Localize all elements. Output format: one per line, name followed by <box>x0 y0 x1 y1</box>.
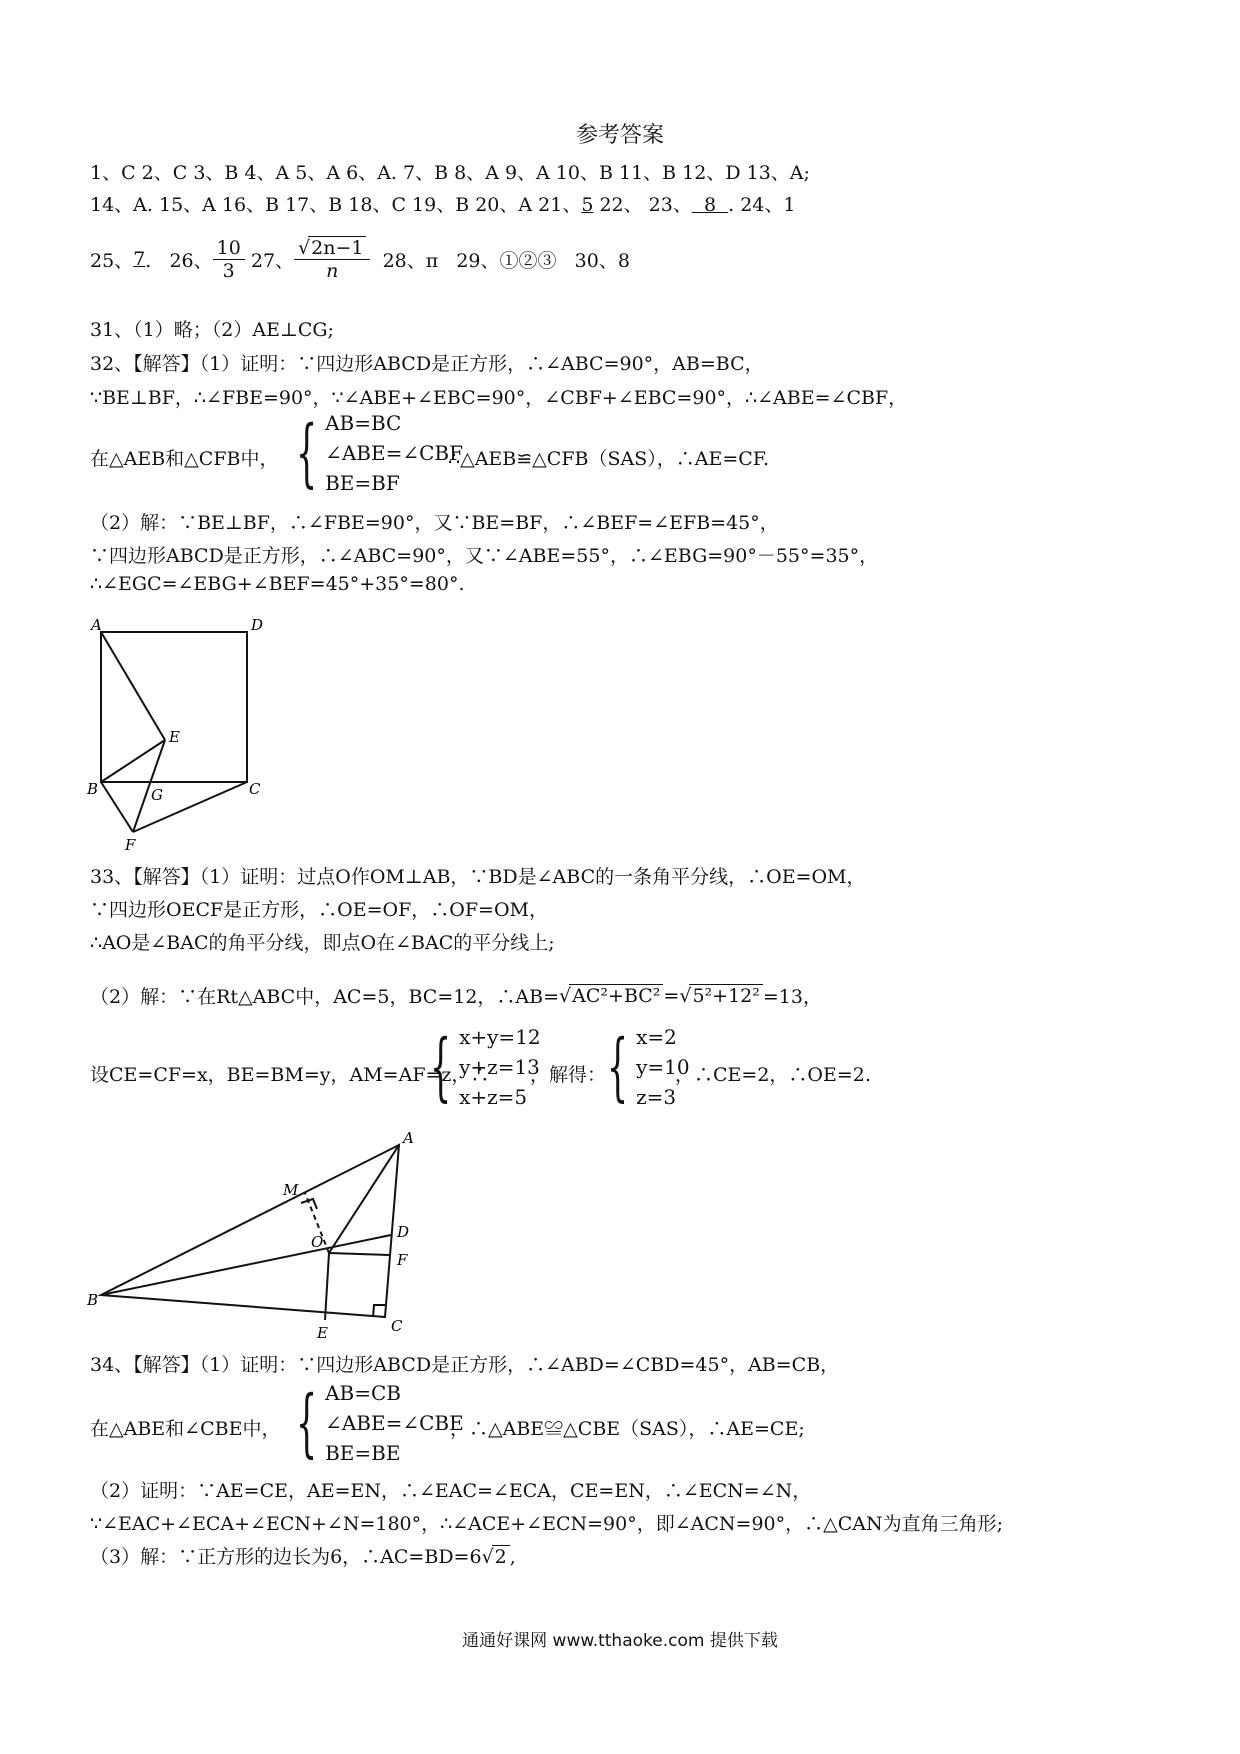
fraction-numerator: 10 <box>213 237 245 260</box>
answer-25-value: 7 <box>133 248 146 270</box>
label-o: O <box>311 1233 324 1251</box>
q34-line-3: （2）证明：∵AE=CE，AE=EN，∴∠EAC=∠ECA，CE=EN，∴∠ECN=∠N， <box>90 1480 812 1502</box>
label-a: A <box>403 1129 414 1147</box>
brace-symbol: { <box>430 1024 452 1110</box>
label-e: E <box>317 1324 328 1340</box>
q31-answer: 31、（1）略；（2）AE⊥CG; <box>90 319 334 341</box>
q33-line-4-result: =13， <box>762 986 822 1008</box>
segment-oe <box>325 1253 329 1320</box>
brace-symbol: { <box>296 1380 318 1466</box>
q34-line-5 <box>90 1542 516 1569</box>
q33-conclusion: ，∴CE=2，∴OE=2. <box>675 1064 871 1086</box>
q33-line-3: ∴AO是∠BAC的角平分线，即点O在∠BAC的平分线上; <box>90 932 555 954</box>
system-row: AB=CB <box>325 1381 401 1405</box>
q34-system-prefix: 在△ABE和∠CBE中， <box>90 1418 281 1440</box>
sqrt-expression: √2 <box>482 1546 510 1568</box>
system-row: x+y=12 <box>459 1025 541 1049</box>
page-footer: 通通好课网 www.tthaoke.com 提供下载 <box>462 1631 778 1651</box>
q34-system-conclusion: ，∴△ABE≌△CBE（SAS），∴AE=CE; <box>450 1418 805 1440</box>
right-angle-mark-c <box>373 1305 386 1317</box>
equals-sign: = <box>663 984 680 1007</box>
q34-equation-system <box>296 1378 464 1468</box>
brace-symbol: { <box>296 410 318 496</box>
page-title: 参考答案 <box>575 123 664 148</box>
sqrt-expression: √AC²+BC² <box>559 984 663 1007</box>
label-c: C <box>391 1317 403 1335</box>
label-d: D <box>251 616 264 634</box>
answers-row-2-part: 22、 23、 <box>593 194 692 216</box>
q33-line-4 <box>90 982 822 1009</box>
answers-row-3 <box>90 236 630 282</box>
segment-be <box>101 740 165 782</box>
triangle-abc-outline <box>101 1145 399 1317</box>
q32-line-1: 32、【解答】（1）证明：∵四边形ABCD是正方形，∴∠ABC=90°，AB=BC， <box>90 353 764 375</box>
system-row: y+z=13 <box>459 1055 540 1079</box>
answer-23-blank: 8 <box>691 194 729 216</box>
label-b: B <box>87 780 99 798</box>
q32-system-prefix: 在△AEB和△CFB中， <box>90 448 279 470</box>
label-d: D <box>397 1223 410 1241</box>
q33-solve-label: ，解得： <box>530 1064 607 1086</box>
fraction-denominator: n <box>326 260 339 282</box>
q33-line-1: 33、【解答】（1）证明：过点O作OM⊥AB，∵BD是∠ABC的一条角平分线，∴OE=OM， <box>90 866 866 888</box>
label-g: G <box>151 786 163 804</box>
q33-line-4-prefix: （2）解：∵在Rt△ABC中，AC=5，BC=12，∴AB= <box>90 986 560 1008</box>
answer-26-fraction <box>213 237 245 282</box>
sqrt-radicand: 2n−1 <box>308 236 366 259</box>
label-e: E <box>169 728 180 746</box>
brace-symbol: { <box>607 1024 629 1110</box>
segment-ao <box>329 1145 399 1253</box>
sqrt-radicand: 2 <box>492 1545 510 1568</box>
answers-row-2-part: 14、A. 15、A 16、B 17、B 18、C 19、B 20、A 21、 <box>90 194 582 216</box>
figure-square-abcd <box>85 612 275 852</box>
label-m: M <box>283 1181 299 1199</box>
sqrt-radicand: 5²+12² <box>689 984 762 1007</box>
label-a: A <box>91 616 102 634</box>
label-f: F <box>125 836 136 852</box>
answers-row-2 <box>90 190 795 217</box>
sqrt-expression: √5²+12² <box>679 984 763 1007</box>
answer-27-label: 27、 <box>244 249 295 272</box>
square-abcd-outline <box>101 632 247 782</box>
system-row: y=10 <box>636 1055 690 1079</box>
system-row: z=3 <box>636 1085 677 1109</box>
q34-line-4: ∵∠EAC+∠ECA+∠ECN+∠N=180°，∴∠ACE+∠ECN=90°，即∠ACN=90°，∴△CAN为直角三角形; <box>90 1513 1004 1535</box>
q32-equation-system <box>296 408 463 498</box>
q33-line-2: ∵四边形OECF是正方形，∴OE=OF，∴OF=OM， <box>90 899 549 921</box>
answer-21-blank: 5 <box>581 194 594 216</box>
system-row: x=2 <box>636 1025 677 1049</box>
segment-bd <box>101 1235 391 1295</box>
segment-bf <box>101 782 133 832</box>
system-row: ∠ABE=∠CBE <box>325 1411 464 1435</box>
fraction-denominator: 3 <box>222 259 235 282</box>
right-angle-mark-m <box>301 1199 317 1209</box>
system-row: BE=BF <box>325 471 400 495</box>
q32-line-4: （2）解：∵BE⊥BF，∴∠FBE=90°，又∵BE=BF，∴∠BEF=∠EFB=45°， <box>90 512 779 534</box>
system-row: ∠ABE=∠CBF <box>325 441 463 465</box>
sqrt-radicand: AC²+BC² <box>569 984 663 1007</box>
figure-triangle-abc <box>85 1125 425 1340</box>
answer-26-label: . 26、 <box>145 249 213 272</box>
answers-28-30: 28、π 29、①②③ 30、8 <box>370 249 630 272</box>
system-row: x+z=5 <box>459 1085 528 1109</box>
label-f: F <box>397 1251 408 1269</box>
answer-27-fraction <box>294 236 370 282</box>
answers-row-1: 1、C 2、C 3、B 4、A 5、A 6、A. 7、B 8、A 9、A 10、B 11、B 12、D 13、A; <box>90 162 810 184</box>
label-b: B <box>87 1291 99 1309</box>
q32-system-conclusion: ∴△AEB≌△CFB（SAS），∴AE=CF. <box>448 448 770 470</box>
system-row: AB=BC <box>325 411 402 435</box>
answers-row-2-part: . 24、1 <box>728 194 796 216</box>
q34-line-5-prefix: （3）解：∵正方形的边长为6，∴AC=BD=6 <box>90 1546 482 1568</box>
segment-ae <box>101 632 165 740</box>
q34-line-1: 34、【解答】（1）证明：∵四边形ABCD是正方形，∴∠ABD=∠CBD=45°，AB=CB， <box>90 1354 840 1376</box>
fraction-numerator: √2n−1 <box>294 236 370 260</box>
segment-of <box>329 1253 389 1255</box>
q32-line-2: ∵BE⊥BF，∴∠FBE=90°，∵∠ABE+∠EBC=90°，∠CBF+∠EBC=90°，∴∠ABE=∠CBF， <box>90 387 908 409</box>
q34-line-5-suffix: , <box>509 1546 516 1568</box>
q32-line-5: ∵四边形ABCD是正方形，∴∠ABC=90°，又∵∠ABE=55°，∴∠EBG=90°－55°=35°， <box>90 545 879 567</box>
system-row: BE=BE <box>325 1441 401 1465</box>
label-c: C <box>249 780 261 798</box>
q32-line-6: ∴∠EGC=∠EBG+∠BEF=45°+35°=80°. <box>90 573 465 595</box>
q33-equation-system <box>430 1022 541 1112</box>
answer-25-label: 25、 <box>90 249 134 272</box>
q33-setup: 设CE=CF=x，BE=BM=y，AM=AF=z，∴ <box>90 1064 490 1086</box>
